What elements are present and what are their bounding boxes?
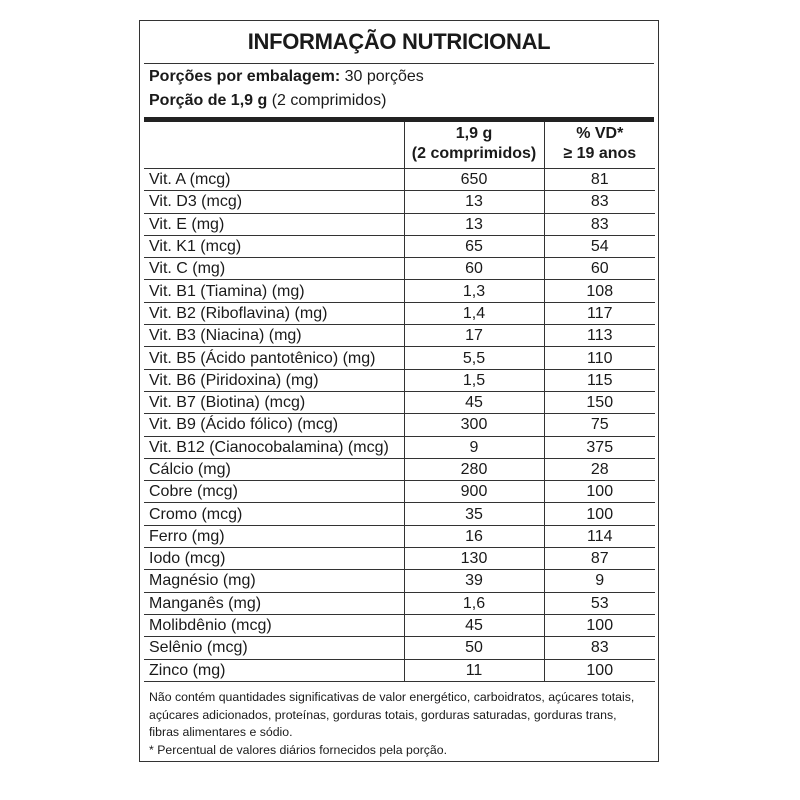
- nutrient-name: Zinco (mg): [144, 659, 404, 681]
- nutrient-amount: 45: [404, 391, 544, 413]
- nutrient-amount: 50: [404, 637, 544, 659]
- nutrient-amount: 650: [404, 169, 544, 191]
- panel-title: INFORMAÇÃO NUTRICIONAL: [247, 29, 551, 54]
- table-row: [144, 436, 655, 458]
- nutrient-name: Vit. B9 (Ácido fólico) (mcg): [144, 414, 404, 436]
- header-nutrient: [144, 122, 404, 169]
- nutrient-amount: 5,5: [404, 347, 544, 369]
- table-row: [144, 548, 655, 570]
- nutrient-name: Cálcio (mg): [144, 458, 404, 480]
- nutrient-amount: 45: [404, 614, 544, 636]
- nutrient-amount: 9: [404, 436, 544, 458]
- nutrient-name: Ferro (mg): [144, 525, 404, 547]
- nutrient-daily-value: 53: [544, 592, 655, 614]
- title-divider: [144, 63, 654, 64]
- nutrient-amount: 1,6: [404, 592, 544, 614]
- nutrient-amount: 11: [404, 659, 544, 681]
- nutrient-amount: 65: [404, 235, 544, 257]
- nutrient-daily-value: 54: [544, 235, 655, 257]
- nutrient-daily-value: 100: [544, 503, 655, 525]
- table-row: [144, 458, 655, 480]
- table-row: [144, 213, 655, 235]
- nutrient-name: Vit. B1 (Tiamina) (mg): [144, 280, 404, 302]
- table-row: [144, 302, 655, 324]
- nutrient-name: Manganês (mg): [144, 592, 404, 614]
- footnote-asterisk: * Percentual de valores diários fornecidos pela porção.: [149, 742, 448, 757]
- nutrient-daily-value: 117: [544, 302, 655, 324]
- table-row: [144, 570, 655, 592]
- table-row: [144, 325, 655, 347]
- nutrient-daily-value: 75: [544, 414, 655, 436]
- header-amount: [404, 122, 544, 169]
- nutrient-name: Iodo (mcg): [144, 548, 404, 570]
- nutrient-amount: 13: [404, 213, 544, 235]
- nutrient-name: Vit. C (mg): [144, 258, 404, 280]
- nutrient-name: Molibdênio (mcg): [144, 614, 404, 636]
- nutrient-daily-value: 60: [544, 258, 655, 280]
- nutrient-daily-value: 81: [544, 169, 655, 191]
- nutrient-name: Vit. B6 (Piridoxina) (mg): [144, 369, 404, 391]
- nutrient-daily-value: 28: [544, 458, 655, 480]
- portion-size-label: Porção de 1,9 g: [149, 92, 268, 109]
- table-row: [144, 659, 655, 681]
- nutrient-name: Magnésio (mg): [144, 570, 404, 592]
- nutrient-name: Vit. B3 (Niacina) (mg): [144, 325, 404, 347]
- footnote-disclaimer: Não contém quantidades significativas de valor energético, carboidratos, açúcares totais, açúcares adicionados, proteínas, gorduras totais, gorduras saturadas, gorduras trans, fibras alimentares e sódio.: [149, 690, 635, 739]
- portion-size-value: (2 comprimidos): [271, 92, 387, 109]
- nutrient-daily-value: 100: [544, 481, 655, 503]
- header-daily-value: [544, 122, 655, 169]
- table-row: [144, 614, 655, 636]
- nutrient-name: Vit. E (mg): [144, 213, 404, 235]
- nutrient-name: Vit. B5 (Ácido pantotênico) (mg): [144, 347, 404, 369]
- nutrient-daily-value: 100: [544, 659, 655, 681]
- nutrient-daily-value: 113: [544, 325, 655, 347]
- servings-per-package-label: Porções por embalagem:: [149, 68, 341, 85]
- table-row: [144, 637, 655, 659]
- nutrient-rows: [144, 169, 655, 682]
- nutrient-amount: 130: [404, 548, 544, 570]
- nutrient-daily-value: 110: [544, 347, 655, 369]
- table-row: [144, 347, 655, 369]
- servings-per-package-value: 30 porções: [344, 68, 424, 85]
- table-row: [144, 369, 655, 391]
- nutrient-daily-value: 114: [544, 525, 655, 547]
- table-row: [144, 258, 655, 280]
- table-row: [144, 169, 655, 191]
- nutrient-daily-value: 83: [544, 191, 655, 213]
- nutrient-amount: 1,5: [404, 369, 544, 391]
- nutrient-amount: 1,3: [404, 280, 544, 302]
- header-vd-line2: ≥ 19 anos: [563, 145, 637, 162]
- table-row: [144, 235, 655, 257]
- table-row: [144, 414, 655, 436]
- nutrient-amount: 16: [404, 525, 544, 547]
- nutrition-facts-panel: [139, 20, 659, 762]
- nutrient-amount: 1,4: [404, 302, 544, 324]
- nutrient-name: Vit. B7 (Biotina) (mcg): [144, 391, 404, 413]
- nutrient-daily-value: 83: [544, 213, 655, 235]
- nutrient-name: Vit. K1 (mcg): [144, 235, 404, 257]
- nutrient-amount: 300: [404, 414, 544, 436]
- header-amount-line2: (2 comprimidos): [411, 145, 537, 162]
- table-row: [144, 280, 655, 302]
- table-row: [144, 525, 655, 547]
- nutrient-name: Vit. A (mcg): [144, 169, 404, 191]
- nutrient-daily-value: 100: [544, 614, 655, 636]
- nutrient-daily-value: 108: [544, 280, 655, 302]
- nutrient-name: Vit. B2 (Riboflavina) (mg): [144, 302, 404, 324]
- nutrient-daily-value: 9: [544, 570, 655, 592]
- table-header-row: [144, 122, 655, 169]
- nutrient-name: Vit. D3 (mcg): [144, 191, 404, 213]
- nutrient-amount: 35: [404, 503, 544, 525]
- nutrient-daily-value: 375: [544, 436, 655, 458]
- table-row: [144, 191, 655, 213]
- header-amount-line1: 1,9 g: [455, 125, 493, 142]
- nutrient-name: Cobre (mcg): [144, 481, 404, 503]
- nutrient-amount: 60: [404, 258, 544, 280]
- nutrient-name: Cromo (mcg): [144, 503, 404, 525]
- nutrient-amount: 17: [404, 325, 544, 347]
- nutrient-daily-value: 83: [544, 637, 655, 659]
- table-row: [144, 503, 655, 525]
- nutrient-name: Vit. B12 (Cianocobalamina) (mcg): [144, 436, 404, 458]
- header-vd-line1: % VD*: [576, 125, 624, 142]
- nutrient-amount: 39: [404, 570, 544, 592]
- nutrient-daily-value: 87: [544, 548, 655, 570]
- table-row: [144, 592, 655, 614]
- nutrient-amount: 280: [404, 458, 544, 480]
- table-row: [144, 481, 655, 503]
- nutrient-name: Selênio (mcg): [144, 637, 404, 659]
- nutrient-amount: 13: [404, 191, 544, 213]
- portion-size: [149, 92, 386, 110]
- servings-per-package: [149, 68, 424, 86]
- nutrient-daily-value: 115: [544, 369, 655, 391]
- nutrient-amount: 900: [404, 481, 544, 503]
- table-row: [144, 391, 655, 413]
- nutrient-table: [144, 122, 655, 682]
- nutrient-daily-value: 150: [544, 391, 655, 413]
- footnote: [149, 689, 648, 759]
